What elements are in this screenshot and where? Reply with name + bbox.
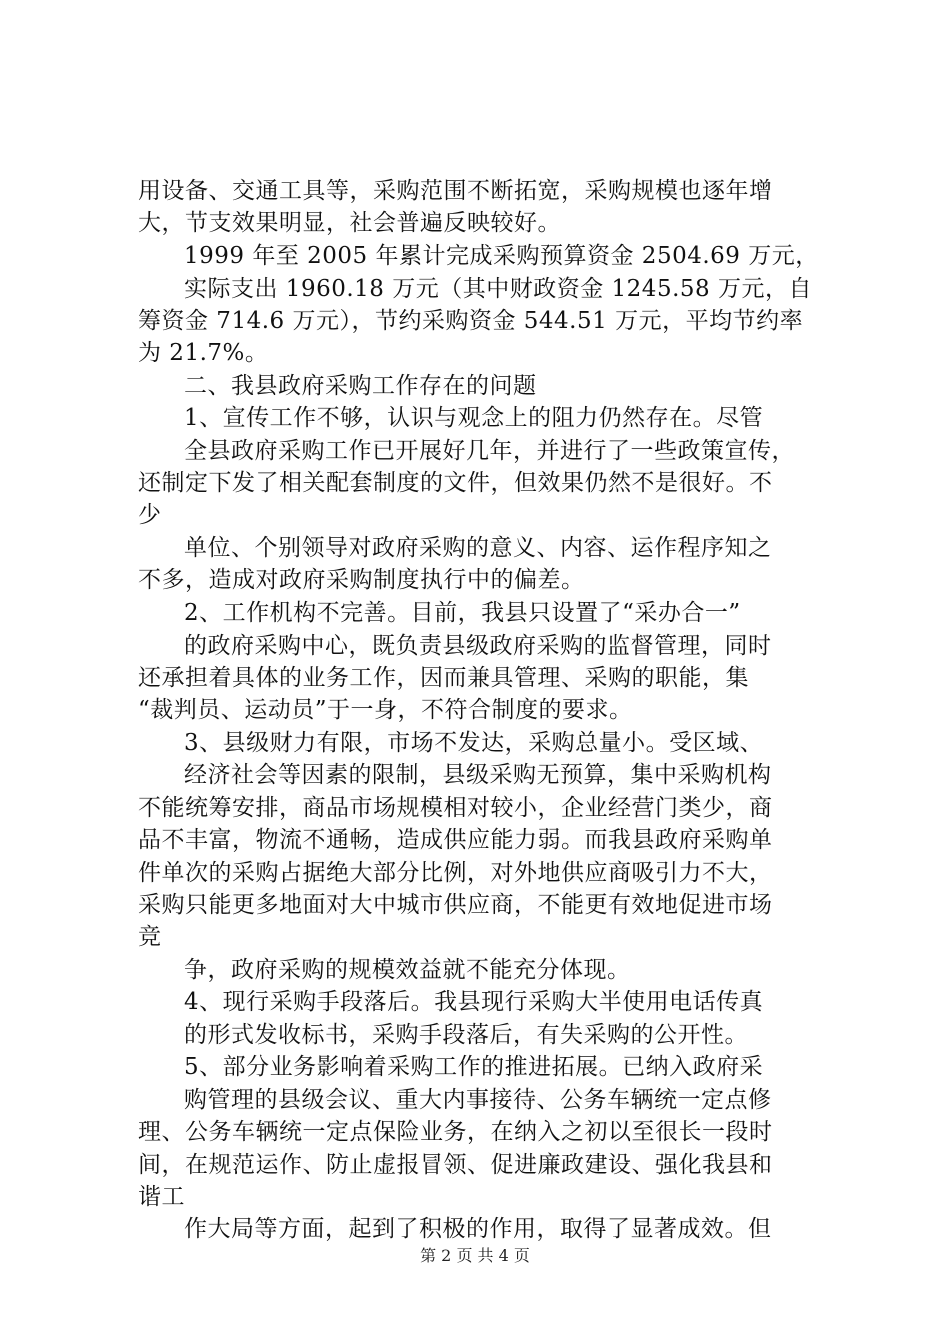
text-line: 理、公务车辆统一定点保险业务，在纳入之初以至很长一段时	[138, 1119, 773, 1145]
text-line: 还制定下发了相关配套制度的文件，但效果仍然不是很好。不	[138, 470, 773, 496]
text-line: “裁判员、运动员”于一身，不符合制度的要求。	[138, 697, 633, 723]
section-heading: 二、我县政府采购工作存在的问题	[184, 373, 537, 399]
text-line: 实际支出 1960.18 万元（其中财政资金 1245.58 万元，自	[184, 276, 812, 302]
text-line: 筹资金 714.6 万元），节约采购资金 544.51 万元，平均节约率	[138, 308, 804, 334]
text-line: 的政府采购中心，既负责县级政府采购的监督管理，同时	[184, 633, 772, 659]
text-line: 品不丰富，物流不通畅，造成供应能力弱。而我县政府采购单	[138, 827, 773, 853]
text-line: 全县政府采购工作已开展好几年，并进行了一些政策宣传，	[184, 438, 795, 464]
text-line: 大，节支效果明显，社会普遍反映较好。	[138, 210, 561, 236]
text-line: 间，在规范运作、防止虚报冒领、促进廉政建设、强化我县和	[138, 1152, 773, 1178]
text-line: 1999 年至 2005 年累计完成采购预算资金 2504.69 万元，	[184, 243, 819, 269]
text-line: 还承担着具体的业务工作，因而兼具管理、采购的职能，集	[138, 665, 749, 691]
text-line: 5、部分业务影响着采购工作的推进拓展。已纳入政府采	[184, 1054, 764, 1080]
text-line: 为 21.7%。	[138, 340, 269, 366]
text-line: 争，政府采购的规模效益就不能充分体现。	[184, 957, 631, 983]
page-footer: 第 2 页 共 4 页	[420, 1246, 530, 1265]
text-line: 少	[138, 502, 162, 528]
text-line: 用设备、交通工具等，采购范围不断拓宽，采购规模也逐年增	[138, 178, 773, 204]
text-line: 2、工作机构不完善。目前，我县只设置了“采办合一”	[184, 600, 741, 626]
text-line: 采购只能更多地面对大中城市供应商，不能更有效地促进市场	[138, 892, 773, 918]
text-line: 竞	[138, 924, 162, 950]
text-line: 4、现行采购手段落后。我县现行采购大半使用电话传真	[184, 989, 764, 1015]
text-line: 单位、个别领导对政府采购的意义、内容、运作程序知之	[184, 535, 772, 561]
text-line: 购管理的县级会议、重大内事接待、公务车辆统一定点修	[184, 1087, 772, 1113]
text-line: 的形式发收标书，采购手段落后，有失采购的公开性。	[184, 1022, 748, 1048]
text-line: 不能统筹安排，商品市场规模相对较小，企业经营门类少，商	[138, 795, 773, 821]
text-line: 件单次的采购占据绝大部分比例，对外地供应商吸引力不大，	[138, 860, 773, 886]
text-line: 不多，造成对政府采购制度执行中的偏差。	[138, 567, 585, 593]
text-line: 3、县级财力有限，市场不发达，采购总量小。受区域、	[184, 730, 764, 756]
text-line: 1、宣传工作不够，认识与观念上的阻力仍然存在。尽管	[184, 405, 764, 431]
text-line: 谐工	[138, 1184, 185, 1210]
text-line: 经济社会等因素的限制，县级采购无预算，集中采购机构	[184, 762, 772, 788]
text-line: 作大局等方面，起到了积极的作用，取得了显著成效。但	[184, 1216, 772, 1242]
